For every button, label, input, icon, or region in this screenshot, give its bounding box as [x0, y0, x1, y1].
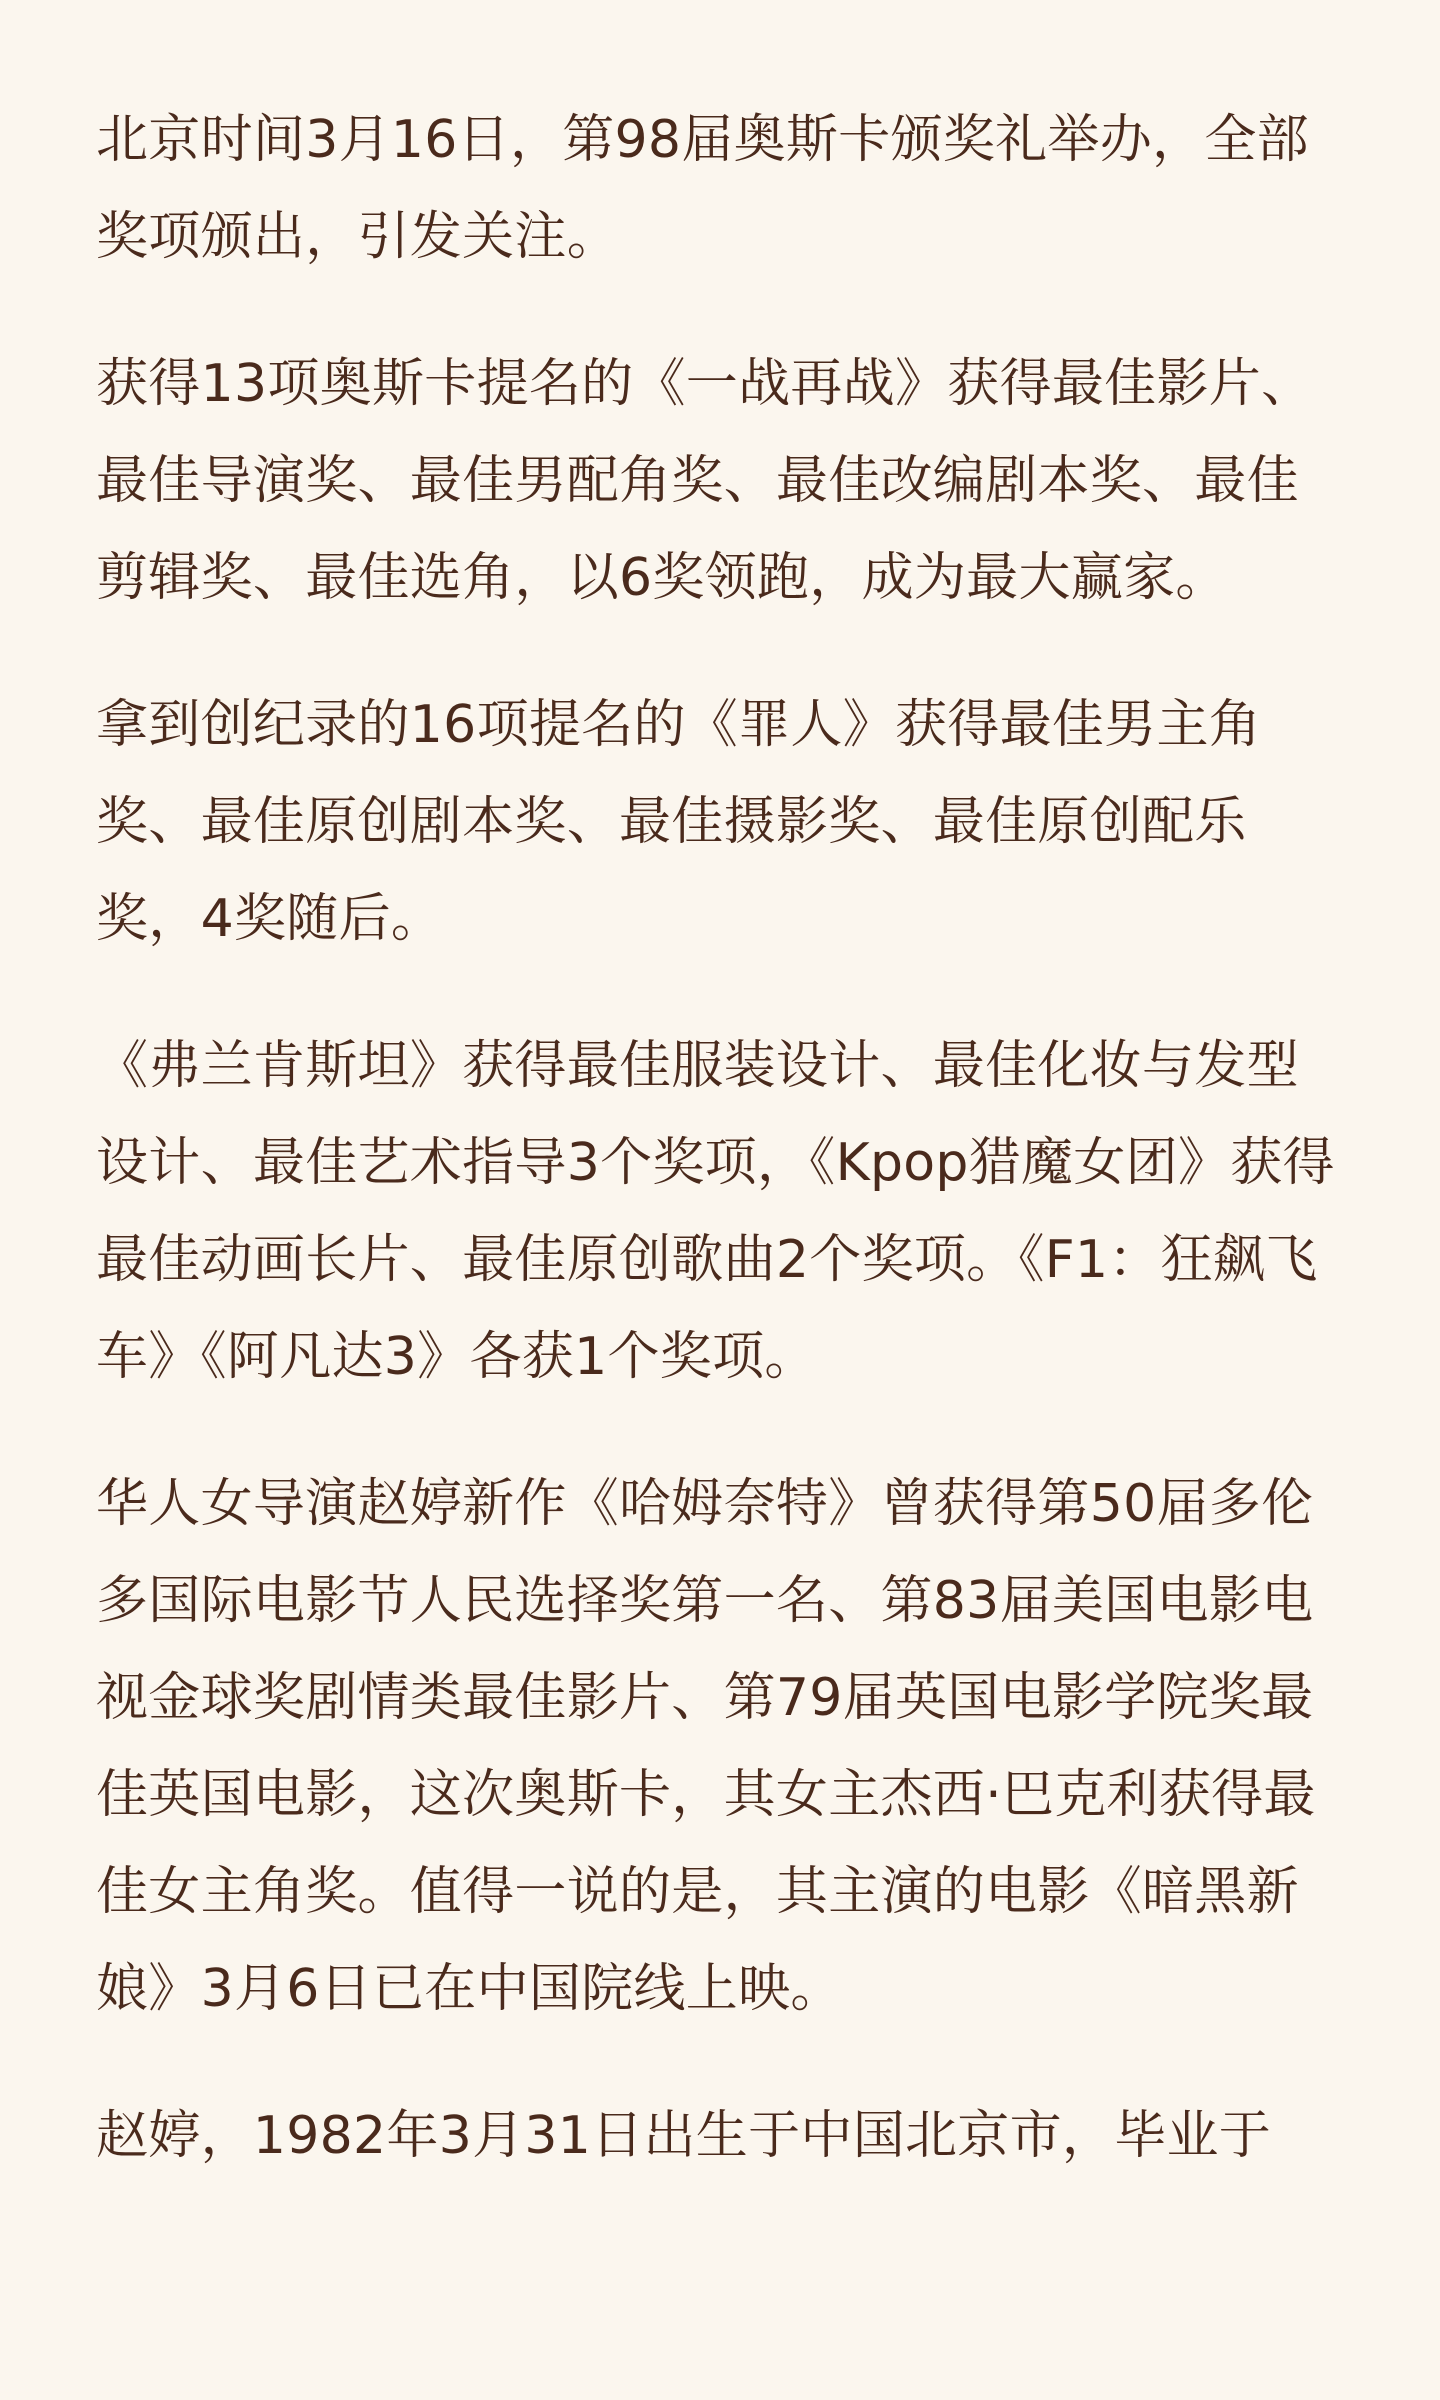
article-body — [96, 92, 1344, 2185]
article-paragraph-3: 拿到创纪录的16项提名的《罪人》获得最佳男主角奖、最佳原创剧本奖、最佳摄影奖、最佳原创配乐奖，4奖随后。 — [96, 695, 1262, 949]
article-paragraph-6: 赵婷，1982年3月31日出生于中国北京市，毕业于 — [96, 2106, 1272, 2166]
bottom-fade-overlay — [0, 2260, 1440, 2400]
article-paragraph-2: 获得13项奥斯卡提名的《一战再战》获得最佳影片、最佳导演奖、最佳男配角奖、最佳改编剧本奖、最佳剪辑奖、最佳选角，以6奖领跑，成为最大赢家。 — [96, 354, 1314, 608]
article-paragraph-4: 《弗兰肯斯坦》获得最佳服装设计、最佳化妆与发型设计、最佳艺术指导3个奖项，《Kpop猎魔女团》获得最佳动画长片、最佳原创歌曲2个奖项。《F1：狂飙飞车》《阿凡达3》各获1个奖项。 — [96, 1036, 1335, 1387]
article-paragraph-5: 华人女导演赵婷新作《哈姆奈特》曾获得第50届多伦多国际电影节人民选择奖第一名、第83届美国电影电视金球奖剧情类最佳影片、第79届英国电影学院奖最佳英国电影，这次奥斯卡，其女主杰西·巴克利获得最佳女主角奖。值得一说的是，其主演的电影《暗黑新娘》3月6日已在中国院线上映。 — [96, 1474, 1316, 2019]
article-paragraph-1: 北京时间3月16日，第98届奥斯卡颁奖礼举办，全部奖项颁出，引发关注。 — [96, 110, 1309, 267]
